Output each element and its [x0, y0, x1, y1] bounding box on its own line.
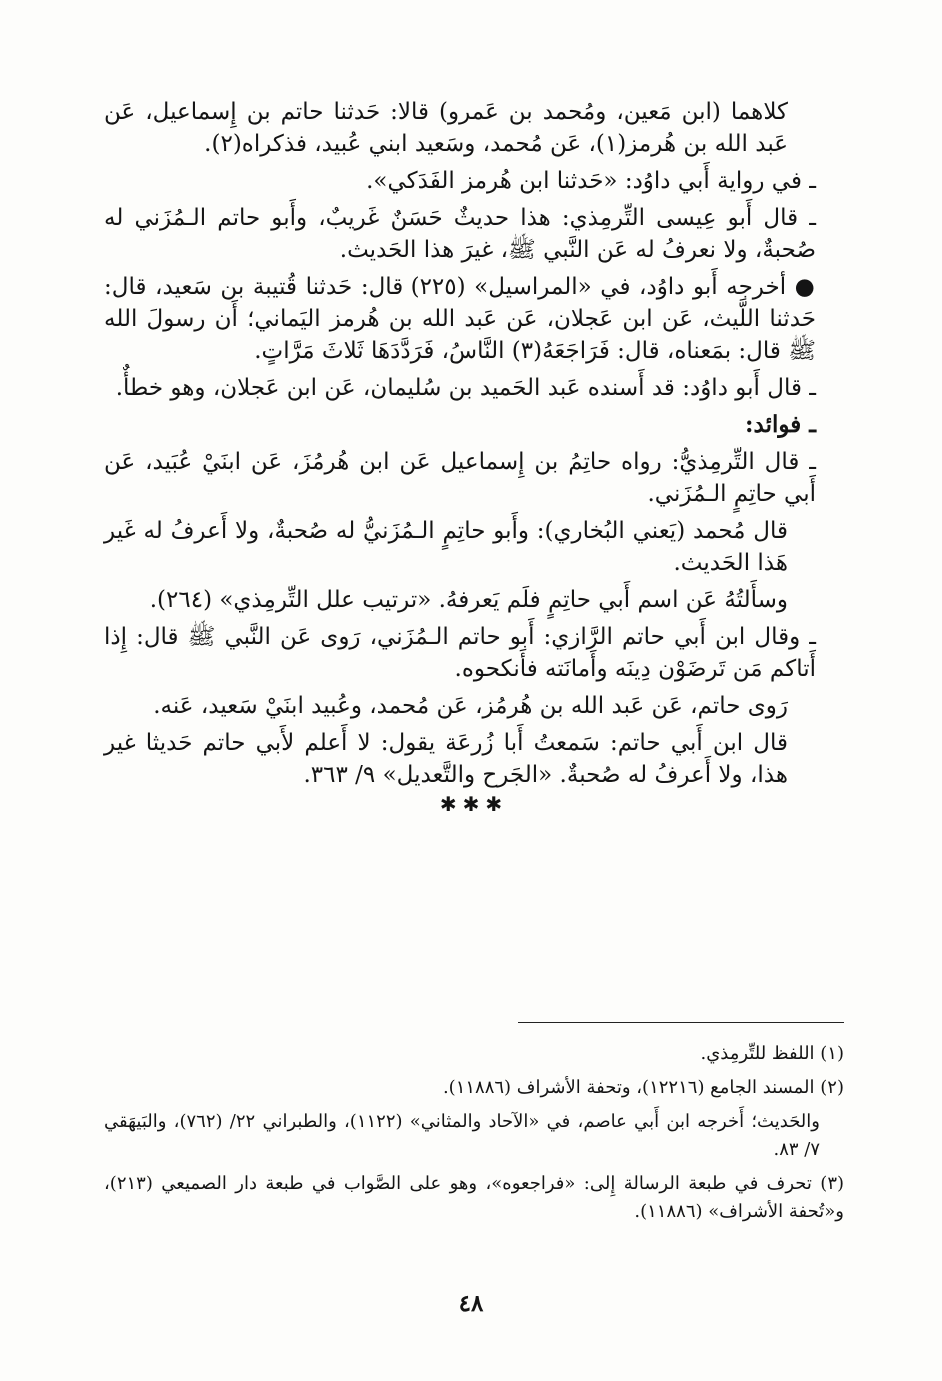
paragraph: قال مُحمد (يَعني البُخاري): وأَبو حاتِمٍ الـمُزَنيُّ له صُحبةٌ، ولا أَعرفُ له غَير هَذا الحَديث.	[104, 518, 788, 576]
paragraph: ـ وقال ابن أَبي حاتم الرَّازي: أَبو حاتم الـمُزَني، رَوى عَن النَّبي ﷺ قال: إِذا أَتاكم مَن تَرضَوْن دِينَه وأَمانَته فأَنكحوه.	[104, 624, 816, 682]
footnote: (١) اللفظ للتِّرمِذي.	[700, 1043, 844, 1064]
paragraph: ـ قال أَبو داوُد: قد أَسنده عَبد الحَميد بن سُليمان، عَن ابن عَجلان، وهو خطأٌ.	[115, 375, 816, 401]
section-separator: ✱✱✱	[439, 792, 509, 816]
page-number: ٤٨	[458, 1290, 484, 1317]
paragraph: ـ قال أَبو عِيسى التِّرمِذي: هذا حديثٌ حَسَنٌ غَريبٌ، وأَبو حاتم الـمُزَني له صُحبةٌ، ولا نعرفُ له عَن النَّبي ﷺ، غيرَ هذا الحَديث.	[104, 205, 816, 263]
section-heading: ـ فوائد:	[745, 411, 816, 438]
footnote-divider	[518, 1022, 844, 1023]
paragraph: وسأَلتُهُ عَن اسم أَبي حاتِمٍ فلَم يَعرفهُ. «ترتيب علل التِّرمِذي» (٢٦٤).	[149, 587, 788, 613]
main-text	[104, 96, 844, 816]
paragraph: ● أخرجه أَبو داوُد، في «المراسيل» (٢٢٥) قال: حَدثنا قُتيبة بن سَعيد، قال: حَدثنا اللَّيث، عَن ابن عَجلان، عَن عَبد الله بن هُرمز اليَماني؛ أَن رسولَ الله ﷺ قال: بمَعناه، قال: فَرَاجَعَهُ(٣) النَّاسُ، فَرَدَّدَهَا ثَلاثَ مَرَّاتٍ.	[104, 274, 816, 364]
paragraph: رَوى حاتم، عَن عَبد الله بن هُرمُز، عَن مُحمد، وعُبيد ابنَيْ سَعيد، عَنه.	[153, 693, 788, 719]
footnote: (٢) المسند الجامع (١٢٢١٦)، وتحفة الأشراف (١١٨٨٦).	[442, 1077, 844, 1098]
footnotes	[104, 1040, 844, 1232]
paragraph: ـ قال التِّرمِذيُّ: رواه حاتِمُ بن إِسماعيل عَن ابن هُرمُزَ، عَن ابنَيْ عُبَيد، عَن أَبي حاتِمٍ الـمُزَني.	[104, 449, 816, 507]
paragraph: كلاهما (ابن مَعين، ومُحمد بن عَمرو) قالا: حَدثنا حاتم بن إِسماعيل، عَن عَبد الله بن هُرمز(١)، عَن مُحمد، وسَعيد ابني عُبيد، فذكراه(٢).	[104, 99, 788, 157]
footnote: والحَديث؛ أَخرجه ابن أَبي عاصم، في «الآحاد والمثاني» (١١٢٢)، والطبراني ٢٢/ (٧٦٢)، والبَيهَقي ٧/ ٨٣.	[104, 1111, 820, 1160]
footnote: (٣) تحرف في طبعة الرسالة إِلى: «فراجعوه»، وهو على الصَّواب في طبعة دار الصميعي (٢١٣)، و«تُحفة الأشراف» (١١٨٨٦).	[104, 1173, 845, 1222]
paragraph: ـ في رواية أَبي داوُد: «حَدثنا ابن هُرمز الفَدَكي».	[366, 168, 816, 194]
paragraph: قال ابن أَبي حاتم: سَمعتُ أَبا زُرعَة يقول: لا أَعلم لأَبي حاتم حَديثا غير هذا، ولا أَعرفُ له صُحبةٌ. «الجَرح والتَّعديل» ٩/ ٣٦٣.	[104, 730, 788, 788]
